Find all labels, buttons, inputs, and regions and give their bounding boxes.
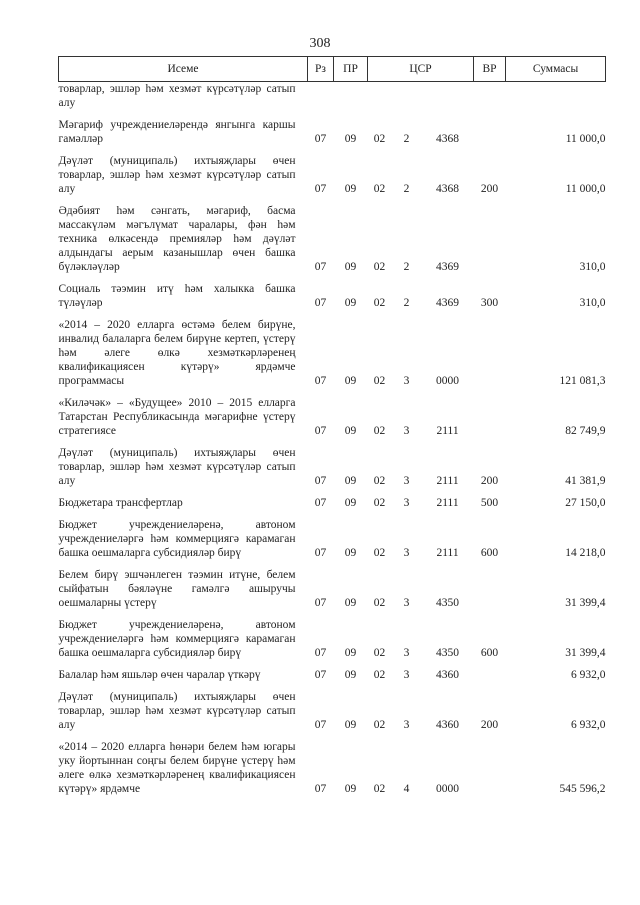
table-row: [59, 204, 606, 274]
table-row: [59, 318, 606, 388]
cell-rz: [308, 82, 334, 111]
cell-sum: 11 000,0: [565, 133, 606, 145]
cell-vr: [474, 204, 506, 274]
cell-csr-3: 2111: [436, 425, 459, 437]
cell-csr-3: [422, 82, 474, 111]
row-spacer-cell: [59, 610, 606, 618]
cell-vr: 600: [480, 547, 499, 559]
cell-name: [59, 396, 308, 438]
row-name-text: Балалар һәм яшьләр өчен чаралар үткәрү: [58, 669, 261, 681]
cell-name: [59, 318, 308, 388]
row-name-text: Әдәбият һәм сәнгать, мәгариф, басма массакүләм мәгълүмат чаралары, фән һәм техника өлкәсендә премияләр һәм дәүләт алдындагы аерым казанышлар өчен башка бүләкләүләр: [58, 205, 296, 273]
cell-csr-1: 02: [373, 719, 386, 731]
row-name-text: Социаль тәэмин итү һәм халыкка башка түләүләр: [58, 283, 296, 309]
row-spacer: [59, 196, 606, 204]
cell-rz: 07: [314, 669, 327, 681]
cell-csr-2: 3: [403, 497, 410, 509]
table-row: [59, 690, 606, 732]
cell-csr-3: 4368: [436, 133, 460, 145]
cell-vr: 300: [480, 297, 499, 309]
cell-sum: 11 000,0: [565, 183, 606, 195]
cell-csr-1: 02: [373, 297, 386, 309]
cell-sum: 6 932,0: [571, 669, 606, 681]
cell-rz: 07: [314, 647, 327, 659]
row-spacer: [59, 438, 606, 446]
row-spacer-cell: [59, 796, 606, 804]
budget-table: [58, 56, 606, 804]
cell-name: [59, 204, 308, 274]
cell-csr-3: 0000: [436, 783, 460, 795]
cell-csr-2: 3: [403, 547, 410, 559]
cell-name: [59, 740, 308, 796]
cell-vr: [474, 668, 506, 682]
page-number: 308: [309, 36, 331, 51]
row-name-text: Дәүләт (муниципаль) ихтыяҗлары өчен товарлар, эшләр һәм хезмәт күрсәтүләр сатып алу: [58, 155, 296, 195]
table-row: [59, 496, 606, 510]
cell-pr: [334, 82, 368, 111]
row-spacer-cell: [59, 732, 606, 740]
cell-csr-1: [368, 82, 392, 111]
cell-csr-2: 2: [403, 297, 410, 309]
cell-vr: 600: [480, 647, 499, 659]
cell-csr-1: 02: [373, 647, 386, 659]
table-row: [59, 118, 606, 146]
cell-rz: 07: [314, 497, 327, 509]
cell-csr-2: 3: [403, 375, 410, 387]
cell-csr-3: 0000: [436, 375, 460, 387]
row-name-text: Бюджет учреждениеләренә, автоном учреждениеләргә һәм коммерциягә карамаган башка оешмаларга субсидияләр бирү: [58, 519, 296, 559]
cell-name: [59, 496, 308, 510]
cell-sum: 31 399,4: [565, 597, 606, 609]
cell-vr: 200: [480, 719, 499, 731]
cell-pr: 09: [344, 597, 357, 609]
cell-pr: 09: [344, 183, 357, 195]
row-spacer: [59, 560, 606, 568]
cell-csr-1: 02: [373, 783, 386, 795]
cell-csr-1: 02: [373, 425, 386, 437]
cell-pr: 09: [344, 133, 357, 145]
row-spacer-cell: [59, 510, 606, 518]
row-spacer-cell: [59, 274, 606, 282]
cell-sum: 31 399,4: [565, 647, 606, 659]
cell-sum: 27 150,0: [565, 497, 606, 509]
cell-csr-1: 02: [373, 133, 386, 145]
cell-rz: 07: [314, 375, 327, 387]
cell-csr-2: 3: [403, 475, 410, 487]
cell-vr: [474, 568, 506, 610]
header-pr: ПР: [334, 57, 368, 82]
header-name: Исеме: [59, 57, 308, 82]
row-spacer: [59, 732, 606, 740]
cell-name: [59, 154, 308, 196]
table-row: [59, 668, 606, 682]
row-spacer-cell: [59, 560, 606, 568]
cell-pr: 09: [344, 669, 357, 681]
table-row: [59, 740, 606, 796]
cell-sum: 545 596,2: [559, 783, 606, 795]
cell-rz: 07: [314, 597, 327, 609]
table-header-row: [59, 57, 606, 82]
cell-name: [59, 668, 308, 682]
cell-sum: 310,0: [579, 261, 606, 273]
row-spacer: [59, 660, 606, 668]
cell-csr-3: 4350: [436, 647, 460, 659]
cell-pr: 09: [344, 719, 357, 731]
cell-sum: 310,0: [579, 297, 606, 309]
cell-csr-1: 02: [373, 597, 386, 609]
cell-pr: 09: [344, 375, 357, 387]
row-spacer: [59, 796, 606, 804]
cell-vr: [474, 318, 506, 388]
row-spacer: [59, 110, 606, 118]
cell-sum: 82 749,9: [565, 425, 606, 437]
row-spacer: [59, 510, 606, 518]
table-row: [59, 568, 606, 610]
cell-name: [59, 82, 308, 111]
table-row: [59, 154, 606, 196]
cell-csr-2: 2: [403, 183, 410, 195]
table-row: [59, 518, 606, 560]
cell-sum: 121 081,3: [559, 375, 606, 387]
cell-csr-3: 4360: [436, 719, 460, 731]
cell-csr-1: 02: [373, 497, 386, 509]
cell-csr-2: 3: [403, 719, 410, 731]
cell-rz: 07: [314, 783, 327, 795]
cell-rz: 07: [314, 547, 327, 559]
cell-csr-1: 02: [373, 375, 386, 387]
cell-csr-3: 2111: [436, 475, 459, 487]
row-spacer: [59, 682, 606, 690]
cell-sum: 41 381,9: [565, 475, 606, 487]
cell-name: [59, 446, 308, 488]
cell-name: [59, 518, 308, 560]
row-spacer-cell: [59, 310, 606, 318]
cell-csr-1: 02: [373, 547, 386, 559]
cell-pr: 09: [344, 297, 357, 309]
table-row: [59, 282, 606, 310]
cell-vr: 200: [480, 183, 499, 195]
cell-pr: 09: [344, 497, 357, 509]
cell-csr-3: 4360: [436, 669, 460, 681]
cell-csr-3: 4369: [436, 261, 460, 273]
cell-csr-2: 2: [403, 261, 410, 273]
cell-rz: 07: [314, 133, 327, 145]
header-vr: ВР: [474, 57, 506, 82]
cell-name: [59, 118, 308, 146]
row-spacer-cell: [59, 196, 606, 204]
cell-sum: [506, 82, 606, 111]
cell-pr: 09: [344, 547, 357, 559]
row-spacer: [59, 310, 606, 318]
header-sum: Суммасы: [506, 57, 606, 82]
row-name-text: Бюджетара трансфертлар: [58, 497, 183, 509]
cell-pr: 09: [344, 647, 357, 659]
row-spacer-cell: [59, 660, 606, 668]
header-csr: ЦСР: [368, 57, 474, 82]
table-row: [59, 82, 606, 111]
cell-csr-1: 02: [373, 261, 386, 273]
row-spacer-cell: [59, 388, 606, 396]
cell-vr: [474, 118, 506, 146]
cell-rz: 07: [314, 297, 327, 309]
cell-vr: 200: [480, 475, 499, 487]
cell-csr-2: 3: [403, 647, 410, 659]
table-body: [59, 82, 606, 805]
cell-name: [59, 282, 308, 310]
row-name-text: Мәгариф учреждениеләрендә янгынга каршы гамәлләр: [58, 119, 296, 145]
cell-vr: [474, 396, 506, 438]
cell-csr-3: 2111: [436, 547, 459, 559]
cell-rz: 07: [314, 425, 327, 437]
cell-csr-2: 4: [403, 783, 410, 795]
header-rz: Рз: [308, 57, 334, 82]
cell-csr-3: 4369: [436, 297, 460, 309]
cell-vr: 500: [480, 497, 499, 509]
cell-rz: 07: [314, 183, 327, 195]
table-row: [59, 618, 606, 660]
cell-name: [59, 690, 308, 732]
row-name-text: «Киләчәк» – «Будущее» 2010 – 2015 елларга Татарстан Республикасында мәгарифне үстерү стратегиясе: [58, 397, 296, 437]
row-spacer-cell: [59, 110, 606, 118]
cell-vr: [474, 82, 506, 111]
row-spacer: [59, 388, 606, 396]
cell-name: [59, 568, 308, 610]
row-name-text: «2014 – 2020 елларга өстәмә белем бирүне, инвалид балаларга белем бирүне кертеп, үстерү һәм әлеге өлкә хезмәткәрләренең квалификациясен күтәрү» ярдәмче программасы: [58, 319, 296, 387]
row-name-text: товарлар, эшләр һәм хезмәт күрсәтүләр сатып алу: [58, 83, 296, 109]
cell-csr-2: [392, 82, 422, 111]
cell-rz: 07: [314, 475, 327, 487]
cell-sum: 14 218,0: [565, 547, 606, 559]
row-spacer: [59, 610, 606, 618]
cell-csr-2: 2: [403, 133, 410, 145]
row-name-text: Бюджет учреждениеләренә, автоном учреждениеләргә һәм коммерциягә карамаган башка оешмаларга субсидияләр бирү: [58, 619, 296, 659]
cell-pr: 09: [344, 475, 357, 487]
cell-csr-2: 3: [403, 597, 410, 609]
cell-rz: 07: [314, 261, 327, 273]
cell-csr-1: 02: [373, 669, 386, 681]
row-spacer: [59, 488, 606, 496]
row-spacer: [59, 274, 606, 282]
cell-vr: [474, 740, 506, 796]
cell-csr-3: 4368: [436, 183, 460, 195]
cell-pr: 09: [344, 261, 357, 273]
row-spacer: [59, 146, 606, 154]
table-row: [59, 396, 606, 438]
cell-sum: 6 932,0: [571, 719, 606, 731]
cell-rz: 07: [314, 719, 327, 731]
cell-csr-3: 4350: [436, 597, 460, 609]
cell-csr-2: 3: [403, 669, 410, 681]
cell-csr-1: 02: [373, 475, 386, 487]
row-name-text: Белем бирү эшчәнлеген тәэмин итүне, белем сыйфатын бәяләүне гамәлгә ашыручы оешмаларны үстерү: [58, 569, 296, 609]
cell-csr-3: 2111: [436, 497, 459, 509]
row-name-text: Дәүләт (муниципаль) ихтыяҗлары өчен товарлар, эшләр һәм хезмәт күрсәтүләр сатып алу: [58, 447, 296, 487]
row-name-text: Дәүләт (муниципаль) ихтыяҗлары өчен товарлар, эшләр һәм хезмәт күрсәтүләр сатып алу: [58, 691, 296, 731]
row-spacer-cell: [59, 682, 606, 690]
cell-csr-1: 02: [373, 183, 386, 195]
row-spacer-cell: [59, 488, 606, 496]
table-row: [59, 446, 606, 488]
cell-pr: 09: [344, 783, 357, 795]
row-spacer-cell: [59, 146, 606, 154]
row-spacer-cell: [59, 438, 606, 446]
cell-csr-2: 3: [403, 425, 410, 437]
cell-name: [59, 618, 308, 660]
row-name-text: «2014 – 2020 елларга һөнәри белем һәм югары уку йортыннан соңгы белем бирүне үстерү һәм әлеге өлкә хезмәткәрләренең квалификациясен күтәрү» ярдәмче: [58, 741, 296, 795]
cell-pr: 09: [344, 425, 357, 437]
